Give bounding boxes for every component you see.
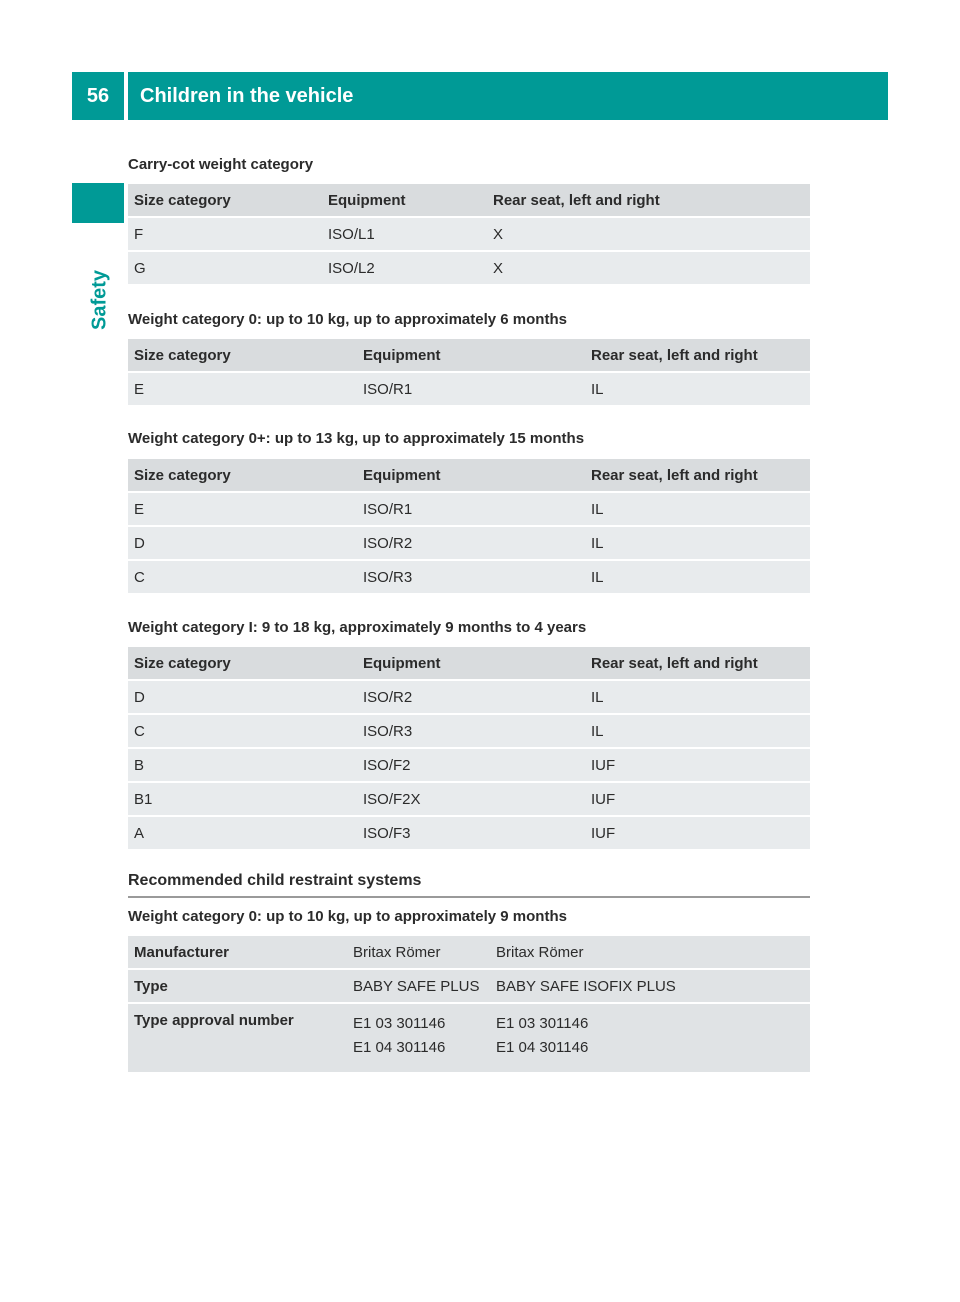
table-cell: E [128,373,357,405]
table-cell: Britax Römer [347,936,490,968]
recommended-heading: Recommended child restraint systems [128,872,810,898]
table-header-row [128,647,810,679]
table-cell: ISO/F2 [357,749,585,781]
table-cell: IUF [585,817,810,849]
table-cell: B1 [128,783,357,815]
side-tab-marker [72,183,124,223]
recommended-subtitle: Weight category 0: up to 10 kg, up to approximately 9 months [128,908,567,925]
section-title: Carry-cot weight category [128,156,314,173]
table-cell: IL [585,561,810,593]
column-header: Equipment [357,647,585,679]
column-header: Rear seat, left and right [585,459,810,491]
table-row [128,715,810,747]
table-cell: ISO/R1 [357,373,585,405]
approval-number: E1 03 301146 [353,1015,446,1032]
column-header: Equipment [357,459,585,491]
table-cell: ISO/R2 [357,681,585,713]
table-cell: IL [585,681,810,713]
table-row [128,561,810,593]
table-row [128,252,810,284]
table-cell: ISO/R3 [357,715,585,747]
table-cell: G [128,252,322,284]
column-header: Size category [128,459,357,491]
table-cell: X [487,218,810,250]
column-header: Equipment [357,339,585,371]
row-label: Type approval number [128,1004,347,1072]
table-cell: IL [585,493,810,525]
table-cell [347,1004,490,1072]
table-cell: ISO/R3 [357,561,585,593]
approval-number: E1 04 301146 [353,1039,446,1056]
table-row [128,1004,810,1072]
page-number: 56 [72,72,124,120]
table-cell: IUF [585,749,810,781]
approval-number: E1 03 301146 [496,1015,589,1032]
table-row [128,970,810,1002]
row-label: Manufacturer [128,936,347,968]
table-cell: C [128,715,357,747]
table-row [128,817,810,849]
table-cell: ISO/L2 [322,252,487,284]
size-category-table [128,645,810,851]
table-cell: ISO/L1 [322,218,487,250]
table-cell [490,1004,810,1072]
table-row [128,373,810,405]
column-header: Rear seat, left and right [585,647,810,679]
table-header-row [128,459,810,491]
side-section-label [80,260,120,340]
table-row [128,749,810,781]
table-cell: IL [585,373,810,405]
table-cell: E [128,493,357,525]
table-row [128,218,810,250]
side-section-label-text: Safety [88,269,111,331]
row-label: Type [128,970,347,1002]
table-cell: IUF [585,783,810,815]
column-header: Rear seat, left and right [585,339,810,371]
column-header: Rear seat, left and right [487,184,810,216]
table-cell: BABY SAFE PLUS [347,970,490,1002]
table-cell: IL [585,527,810,559]
size-category-table [128,337,810,407]
table-header-row [128,339,810,371]
table-cell: ISO/R2 [357,527,585,559]
section-title: Weight category 0: up to 10 kg, up to approximately 6 months [128,311,567,328]
approval-number: E1 04 301146 [496,1039,589,1056]
section-title: Weight category I: 9 to 18 kg, approximately 9 months to 4 years [128,619,587,636]
table-cell: A [128,817,357,849]
table-cell: ISO/F2X [357,783,585,815]
table-row [128,936,810,968]
size-category-table [128,182,810,286]
table-row [128,493,810,525]
page-header-title: Children in the vehicle [128,72,888,120]
column-header: Size category [128,184,322,216]
column-header: Equipment [322,184,487,216]
table-cell: D [128,681,357,713]
table-row [128,527,810,559]
table-header-row [128,184,810,216]
column-header: Size category [128,647,357,679]
table-cell: D [128,527,357,559]
table-cell: B [128,749,357,781]
size-category-table [128,457,810,595]
table-cell: C [128,561,357,593]
table-row [128,681,810,713]
table-cell: F [128,218,322,250]
table-cell: X [487,252,810,284]
table-cell: IL [585,715,810,747]
table-cell: BABY SAFE ISOFIX PLUS [490,970,810,1002]
recommended-systems-table [128,934,810,1074]
table-cell: Britax Römer [490,936,810,968]
table-cell: ISO/F3 [357,817,585,849]
column-header: Size category [128,339,357,371]
section-title: Weight category 0+: up to 13 kg, up to approximately 15 months [128,430,585,447]
table-cell: ISO/R1 [357,493,585,525]
table-row [128,783,810,815]
